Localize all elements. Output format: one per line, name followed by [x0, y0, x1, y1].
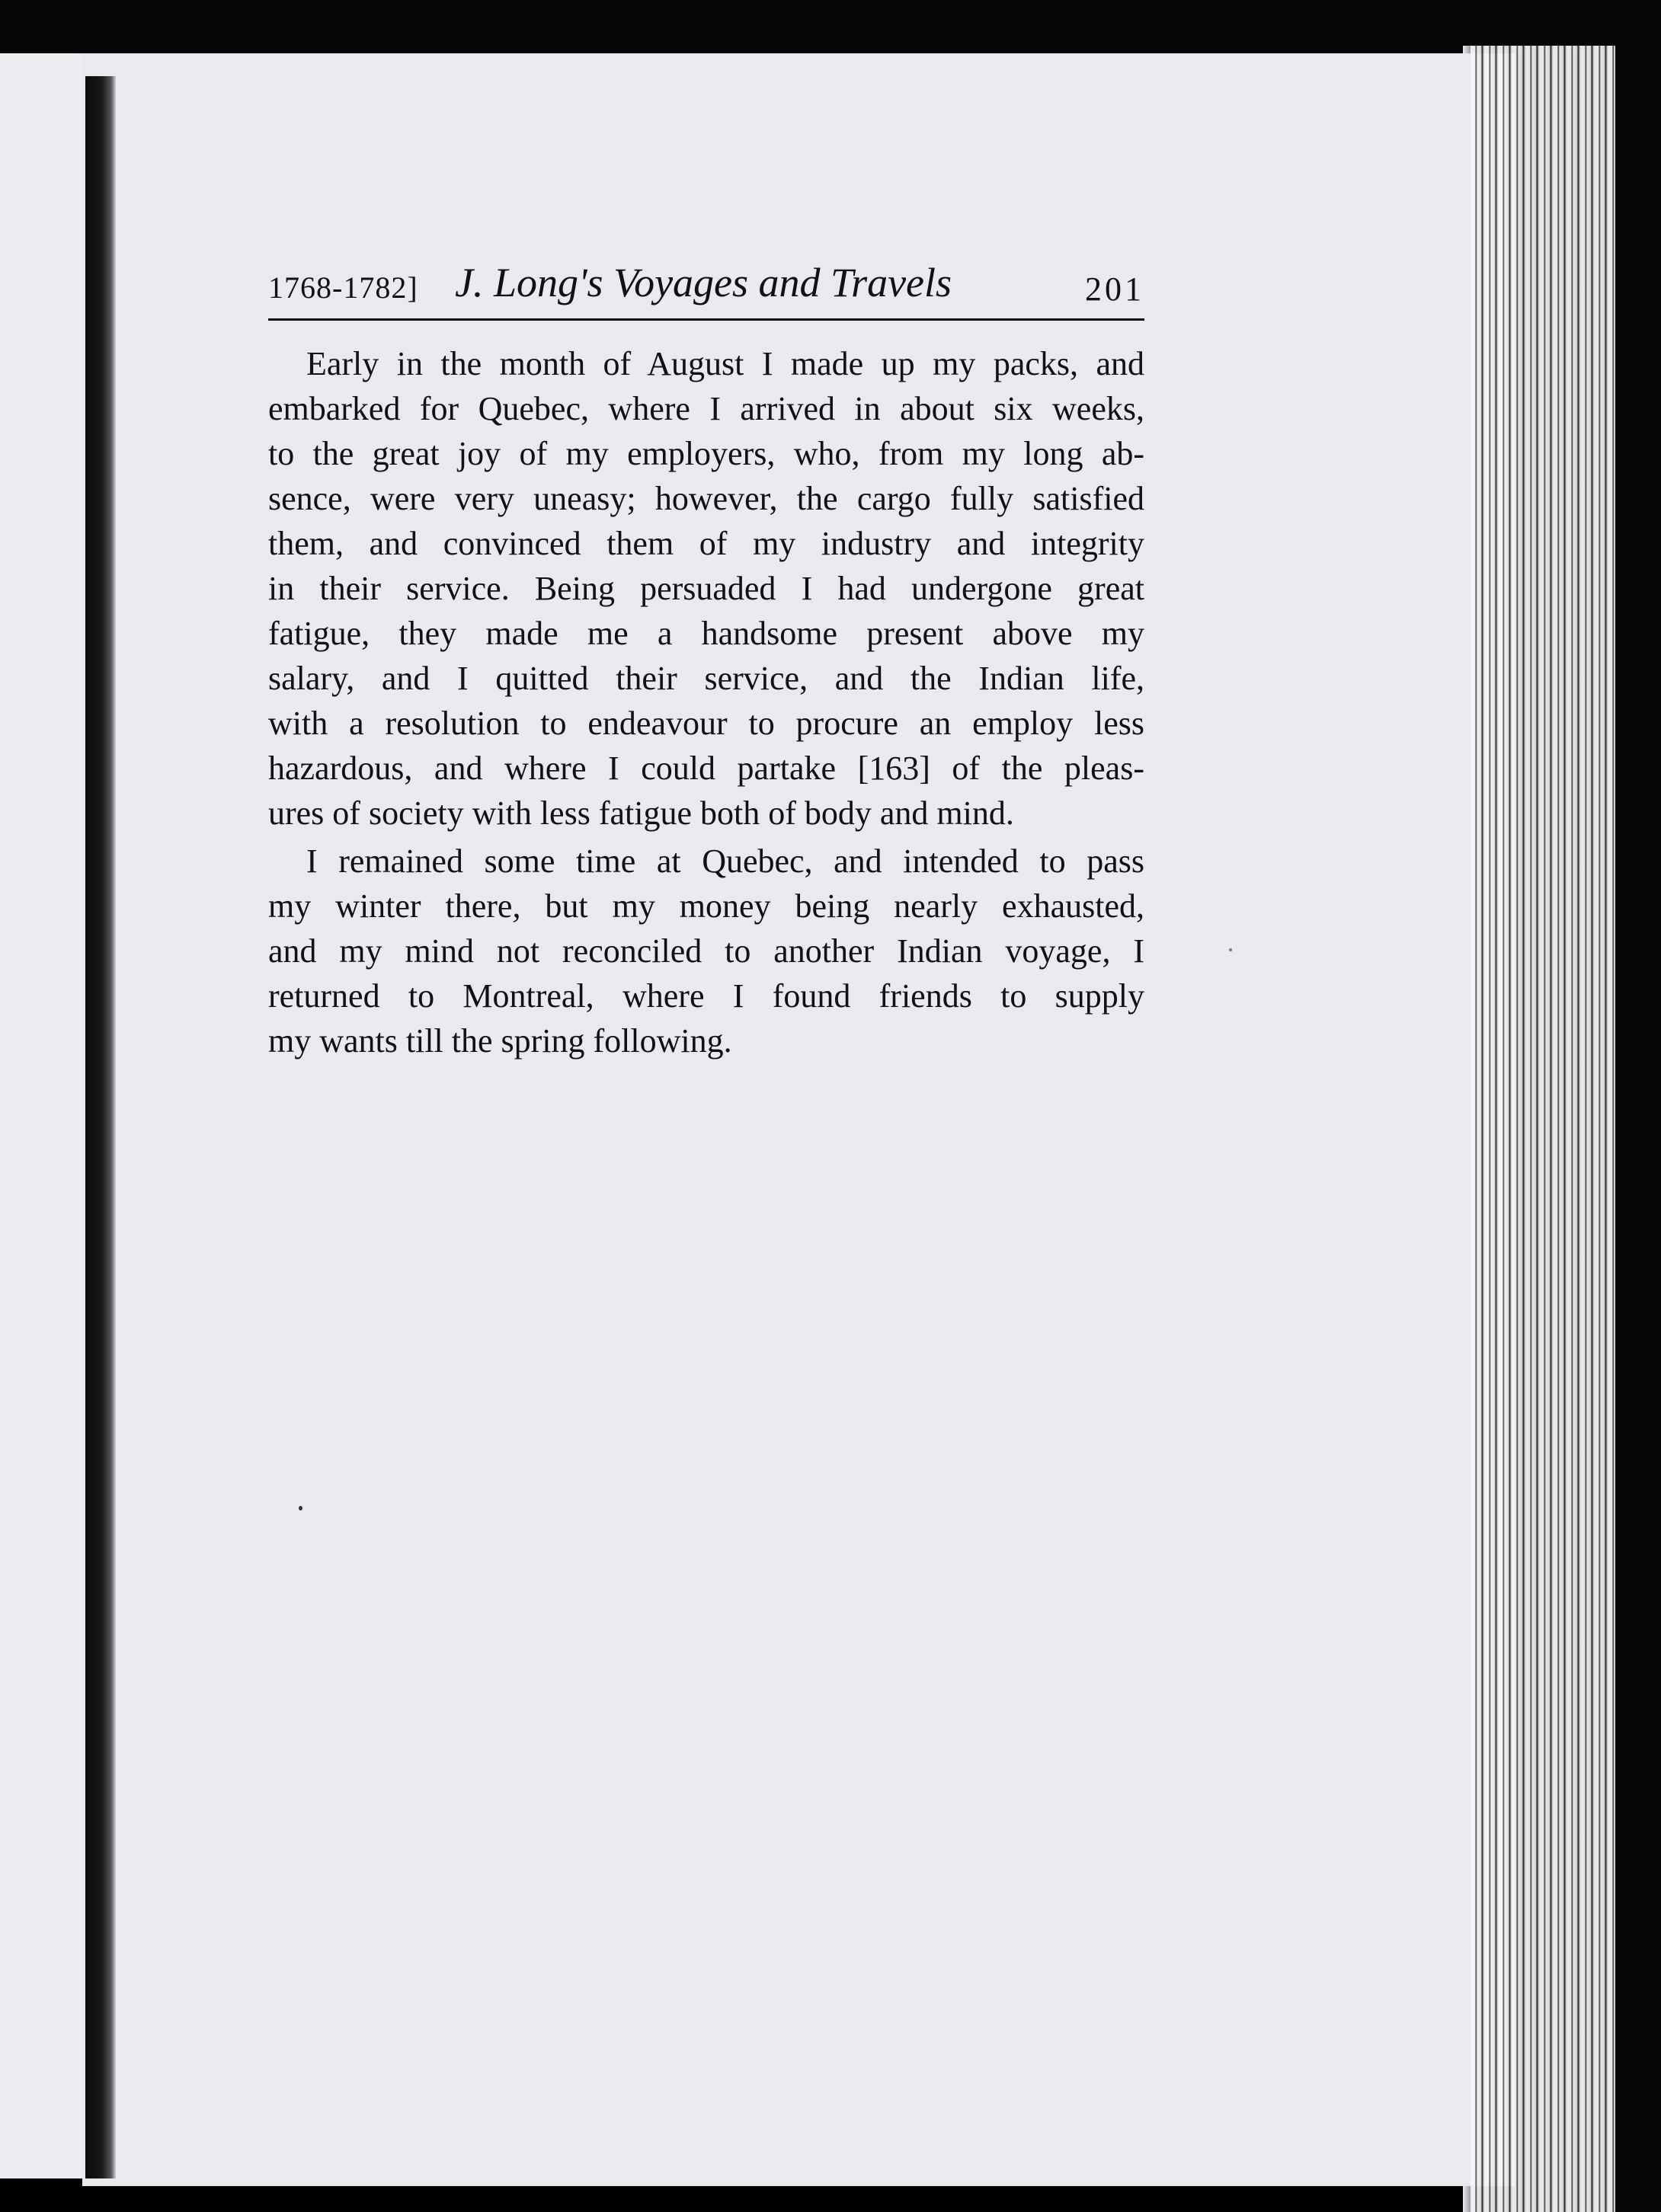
text-line: my wants till the spring following.	[268, 1022, 732, 1060]
text-line: returned to Montreal, where I found friends to supply	[268, 977, 1144, 1015]
text-line: sence, were very uneasy; however, the cargo fully satisfied	[268, 480, 1144, 517]
scan-speck	[299, 1506, 302, 1510]
text-line: salary, and I quitted their service, and the Indian life,	[268, 660, 1144, 697]
text-line: embarked for Quebec, where I arrived in about six weeks,	[268, 390, 1144, 427]
header-rule	[268, 318, 1144, 321]
page-fore-edge	[1471, 46, 1615, 2212]
page-number: 201	[1085, 270, 1144, 308]
header-years: 1768-1782]	[268, 270, 418, 305]
book-gutter	[85, 76, 116, 2178]
text-line: my winter there, but my money being nearly exhausted,	[268, 887, 1144, 925]
text-line: I remained some time at Quebec, and intended to pass	[306, 842, 1144, 880]
text-line: ures of society with less fatigue both of body and mind.	[268, 794, 1014, 832]
text-line: fatigue, they made me a handsome present above my	[268, 615, 1144, 652]
header-title: J. Long's Voyages and Travels	[455, 260, 952, 305]
facing-page-edge	[0, 53, 90, 2178]
text-line: with a resolution to endeavour to procure an employ less	[268, 705, 1144, 742]
running-header	[268, 259, 1144, 320]
paragraph	[268, 839, 1144, 1063]
scan-border-right	[1615, 0, 1661, 2212]
text-line: in their service. Being persuaded I had undergone great	[268, 570, 1144, 607]
text-line: them, and convinced them of my industry and integrity	[268, 525, 1144, 562]
body-text	[268, 341, 1144, 1063]
paragraph	[268, 341, 1144, 836]
text-line: and my mind not reconciled to another Indian voyage, I	[268, 932, 1144, 970]
scan-speck	[1229, 948, 1232, 951]
scan-border-top	[0, 0, 1661, 55]
text-line: hazardous, and where I could partake [163] of the pleas-	[268, 750, 1144, 787]
text-line: Early in the month of August I made up my packs, and	[306, 345, 1144, 382]
text-line: to the great joy of my employers, who, from my long ab-	[268, 435, 1144, 472]
